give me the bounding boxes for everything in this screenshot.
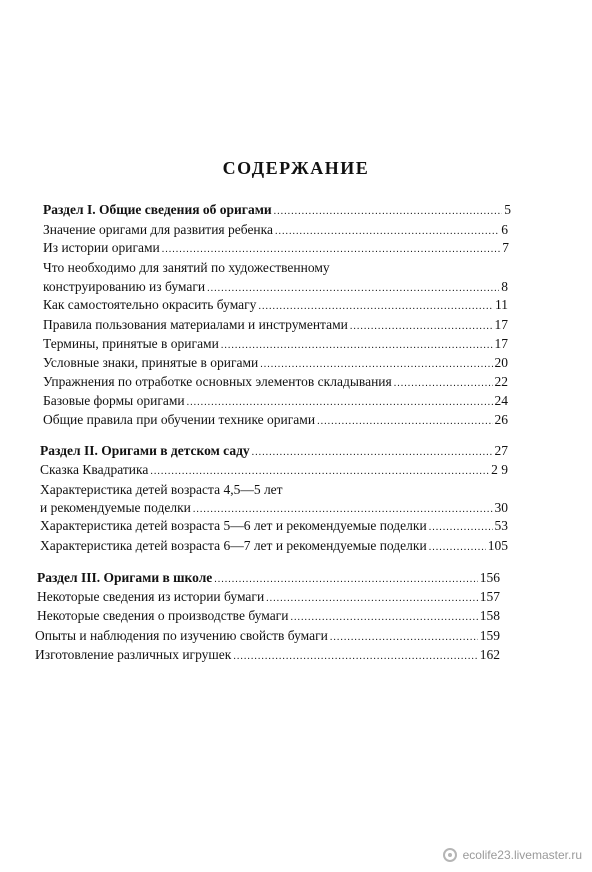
page-number: 30 [494, 500, 508, 515]
toc-item-title: Некоторые сведения о производстве бумаги [37, 608, 289, 623]
toc-item [43, 279, 508, 295]
section-prefix: Раздел I. [43, 202, 96, 217]
dot-leader [317, 416, 492, 428]
toc-item [35, 628, 500, 644]
toc-item [40, 462, 508, 478]
dot-leader [162, 244, 501, 256]
dot-leader [429, 542, 486, 554]
dot-leader [266, 593, 478, 605]
toc-item-title: Значение оригами для развития ребенка [43, 222, 274, 237]
page-number: 157 [479, 589, 500, 604]
toc-item-title: Сказка Квадратика [40, 462, 149, 477]
page-number: 22 [494, 374, 508, 389]
toc-item-title: Некоторые сведения из истории бумаги [37, 589, 265, 604]
toc-section-3 [37, 570, 500, 586]
toc-item-title: Изготовление различных игрушек [35, 647, 232, 662]
page-number: 20 [494, 355, 508, 370]
dot-leader [221, 340, 493, 352]
toc-item [43, 317, 508, 333]
toc-item-title: Характеристика детей возраста 5—6 лет и рекомендуемые поделки [40, 518, 427, 533]
toc-item [40, 518, 508, 534]
toc-item [43, 355, 508, 371]
page-number: 105 [487, 538, 508, 553]
page-number: 156 [479, 570, 500, 585]
toc-item-title-line1: Характеристика детей возраста 4,5—5 лет [40, 482, 283, 497]
toc-item-title: Общие правила при обучении технике оригами [43, 412, 316, 427]
dot-leader [233, 651, 477, 663]
toc-item-title: Как самостоятельно окрасить бумагу [43, 297, 257, 312]
watermark-text: ecolife23.livemaster.ru [462, 848, 582, 862]
page-number: 2 9 [491, 462, 508, 477]
watermark [443, 848, 582, 862]
dot-leader [252, 447, 493, 459]
dot-leader [429, 522, 493, 534]
toc-item [37, 589, 500, 605]
toc-item-title-line1: Что необходимо для занятий по художественному [43, 260, 330, 275]
page-number: 26 [494, 412, 508, 427]
page-number: 159 [479, 628, 500, 643]
page-number: 17 [494, 336, 508, 351]
toc-section-1 [43, 202, 511, 218]
section-title: Оригами в школе [103, 570, 213, 585]
page-number: 158 [479, 608, 500, 623]
toc-item [43, 297, 508, 313]
toc-item [40, 538, 508, 554]
page-number: 17 [494, 317, 508, 332]
dot-leader [274, 206, 503, 218]
page-number: 11 [495, 297, 508, 312]
page-number: 53 [494, 518, 508, 533]
page-number: 27 [494, 443, 508, 458]
dot-leader [193, 504, 493, 516]
dot-leader [207, 283, 499, 295]
dot-leader [330, 632, 478, 644]
dot-leader [275, 226, 499, 238]
page-number: 6 [501, 222, 508, 237]
toc-item [43, 240, 509, 256]
toc-item [43, 412, 508, 428]
dot-leader [290, 612, 477, 624]
toc-item-title: Термины, принятые в оригами [43, 336, 219, 351]
toc-item-title: Опыты и наблюдения по изучению свойств бумаги [35, 628, 328, 643]
dot-leader [394, 378, 493, 390]
toc-section-2 [40, 443, 508, 459]
toc-item [43, 336, 508, 352]
toc-item [37, 608, 500, 624]
toc-item-title: Условные знаки, принятые в оригами [43, 355, 259, 370]
toc-item-title: Базовые формы оригами [43, 393, 185, 408]
toc-item [43, 374, 508, 390]
page-number: 24 [494, 393, 508, 408]
dot-leader [260, 359, 492, 371]
page-number: 8 [501, 279, 508, 294]
toc-item-title: конструированию из бумаги [43, 279, 206, 294]
page-number: 7 [502, 240, 509, 255]
toc-item [35, 647, 500, 663]
dot-leader [350, 321, 493, 333]
page-title: СОДЕРЖАНИЕ [222, 158, 370, 178]
page-number: 5 [504, 202, 511, 217]
dot-leader [258, 301, 493, 313]
section-prefix: Раздел III. [37, 570, 101, 585]
section-title: Оригами в детском саду [101, 443, 250, 458]
dot-leader [214, 574, 477, 586]
toc-item-title: Характеристика детей возраста 6—7 лет и рекомендуемые поделки [40, 538, 427, 553]
dot-leader [150, 466, 489, 478]
toc-item-title: Правила пользования материалами и инструментами [43, 317, 348, 332]
toc-item [43, 222, 508, 238]
toc-item-title: Упражнения по отработке основных элементов складывания [43, 374, 392, 389]
toc-item [43, 393, 508, 409]
toc-item [40, 500, 508, 516]
dot-leader [187, 397, 493, 409]
page-number: 162 [479, 647, 500, 662]
section-title: Общие сведения об оригами [98, 202, 272, 217]
livemaster-logo-icon [443, 848, 457, 862]
toc-item-title: и рекомендуемые поделки [40, 500, 191, 515]
toc-item-title: Из истории оригами [43, 240, 160, 255]
section-prefix: Раздел II. [40, 443, 98, 458]
